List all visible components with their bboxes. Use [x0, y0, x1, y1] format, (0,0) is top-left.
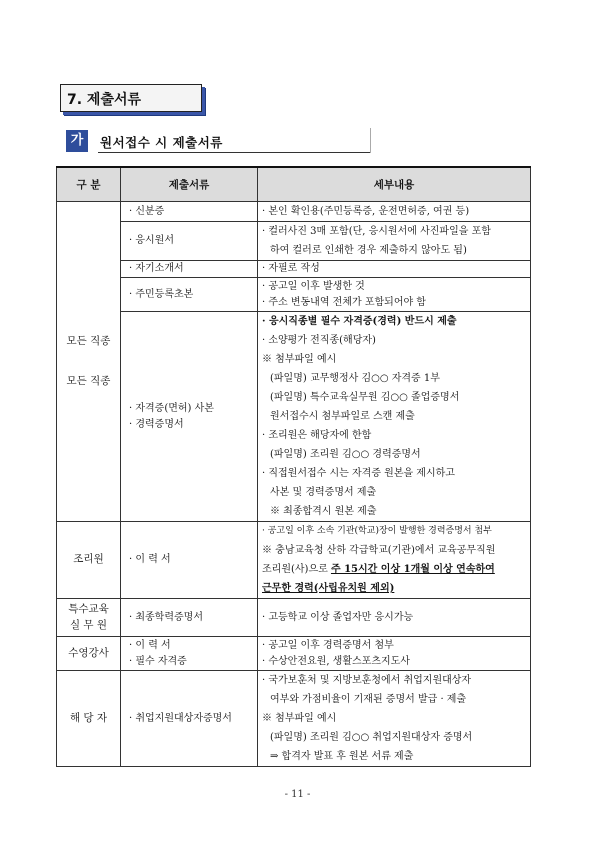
doc-cell: [121, 312, 258, 522]
category-label: 실 무 원: [69, 618, 108, 631]
table-row: [57, 278, 531, 312]
doc-cell: · 신분증: [121, 202, 258, 222]
doc-line: · 자격증(면허) 사본: [129, 402, 214, 414]
doc-cell: · 취업지원대상자증명서: [121, 671, 258, 767]
detail-line: · 공고일 이후 소속 기관(학교)장이 발행한 경력증명서 첨부: [262, 526, 492, 536]
detail-line: · 본인 확인용(주민등록증, 운전면허증, 여권 등): [262, 206, 470, 217]
detail-cell: [258, 637, 531, 671]
detail-cell: [258, 261, 531, 278]
subsection-divider: [370, 128, 371, 153]
category-label: 특수교육: [68, 603, 109, 616]
doc-line: · 이 력 서: [129, 639, 171, 651]
doc-cell: [121, 637, 258, 671]
detail-text: 조리원(사)으로: [262, 564, 328, 575]
detail-line: 하여 컬러로 인쇄한 경우 제출하지 않아도 됨): [270, 245, 467, 256]
category-cook: 조리원: [57, 522, 121, 599]
detail-line: (파일명) 특수교육실무원 김○○ 졸업증명서: [270, 392, 460, 403]
table-row: [57, 222, 531, 261]
category-swim: 수영강사: [57, 637, 121, 671]
detail-line: · 조리원은 해당자에 한함: [262, 430, 372, 441]
category-common: [57, 202, 121, 522]
doc-line: · 필수 자격증: [129, 655, 187, 667]
table-row: [57, 522, 531, 599]
detail-line: 여부와 가점비율이 기재된 증명서 발급 · 제출: [270, 694, 467, 705]
doc-cell: · 최종학력증명서: [121, 599, 258, 637]
detail-line: · 국가보훈처 및 지방보훈청에서 취업지원대상자: [262, 675, 472, 686]
detail-line: ※ 첨부파일 예시: [262, 354, 337, 365]
detail-cell: [258, 202, 531, 222]
section-title: 7. 제출서류: [67, 92, 142, 108]
page-number: - 11 -: [284, 789, 311, 800]
doc-cell: · 이 력 서: [121, 522, 258, 599]
subsection-marker: 가: [66, 130, 88, 152]
table-row: [57, 671, 531, 767]
header-documents: 제출서류: [121, 167, 258, 202]
detail-line: ※ 첨부파일 예시: [262, 713, 337, 724]
subsection-title: 원서접수 시 제출서류: [100, 135, 223, 150]
header-category: 구 분: [57, 167, 121, 202]
detail-line: ※ 최종합격시 원본 제출: [270, 506, 377, 517]
detail-emphasis: 주 15시간 이상 1개월 이상 연속하여: [330, 564, 495, 575]
detail-cell: [258, 222, 531, 261]
category-special-ed: [57, 599, 121, 637]
table-row: [57, 637, 531, 671]
doc-cell: · 주민등록초본: [121, 278, 258, 312]
table-header-row: [57, 167, 531, 202]
subsection-underline: [98, 152, 370, 153]
detail-line: · 공고일 이후 경력증명서 첨부: [262, 639, 394, 651]
table-row: [57, 261, 531, 278]
documents-table: [56, 166, 531, 767]
detail-cell: [258, 312, 531, 522]
detail-line: · 수상안전요원, 생활스포츠지도사: [262, 655, 410, 667]
detail-line: (파일명) 조리원 김○○ 취업지원대상자 증명서: [270, 732, 473, 743]
header-details: 세부내용: [258, 167, 531, 202]
detail-cell: [258, 522, 531, 599]
detail-line: · 고등학교 이상 졸업자만 응시가능: [262, 612, 414, 623]
detail-line: ⇒ 합격자 발표 후 원본 서류 제출: [270, 751, 414, 762]
category-label: 모든 직종: [66, 374, 111, 387]
doc-line: · 경력증명서: [129, 418, 184, 430]
detail-line: · 자필로 작성: [262, 263, 320, 274]
category-eligible: 해 당 자: [57, 671, 121, 767]
detail-line: · 컬러사진 3매 포함(단, 응시원서에 사진파일을 포함: [262, 226, 491, 237]
detail-line: 원서접수시 첨부파일로 스캔 제출: [270, 411, 415, 422]
table-row: [57, 599, 531, 637]
detail-line: 사본 및 경력증명서 제출: [270, 487, 377, 498]
detail-line: · 공고일 이후 발생한 것: [262, 280, 365, 292]
detail-line: ※ 충남교육청 산하 각급학교(기관)에서 교육공무직원: [262, 545, 496, 556]
doc-cell: · 응시원서: [121, 222, 258, 261]
detail-emphasis: 근무한 경력(사립유치원 제외): [262, 583, 395, 594]
table-row: [57, 202, 531, 222]
detail-line: · 주소 변동내역 전체가 포함되어야 함: [262, 296, 426, 308]
detail-cell: [258, 671, 531, 767]
detail-line: · 소양평가 전직종(해당자): [262, 335, 376, 346]
detail-cell: [258, 278, 531, 312]
detail-line: · 응시직종별 필수 자격증(경력) 반드시 제출: [262, 316, 457, 327]
table-row: [57, 312, 531, 522]
detail-line: (파일명) 교무행정사 김○○ 자격증 1부: [270, 373, 440, 384]
doc-cell: · 자기소개서: [121, 261, 258, 278]
detail-cell: [258, 599, 531, 637]
detail-line: · 직접원서접수 시는 자격증 원본을 제시하고: [262, 468, 455, 479]
section-title-box: [60, 84, 202, 112]
category-label: 모든 직종: [66, 335, 111, 348]
detail-line: (파일명) 조리원 김○○ 경력증명서: [270, 449, 421, 460]
